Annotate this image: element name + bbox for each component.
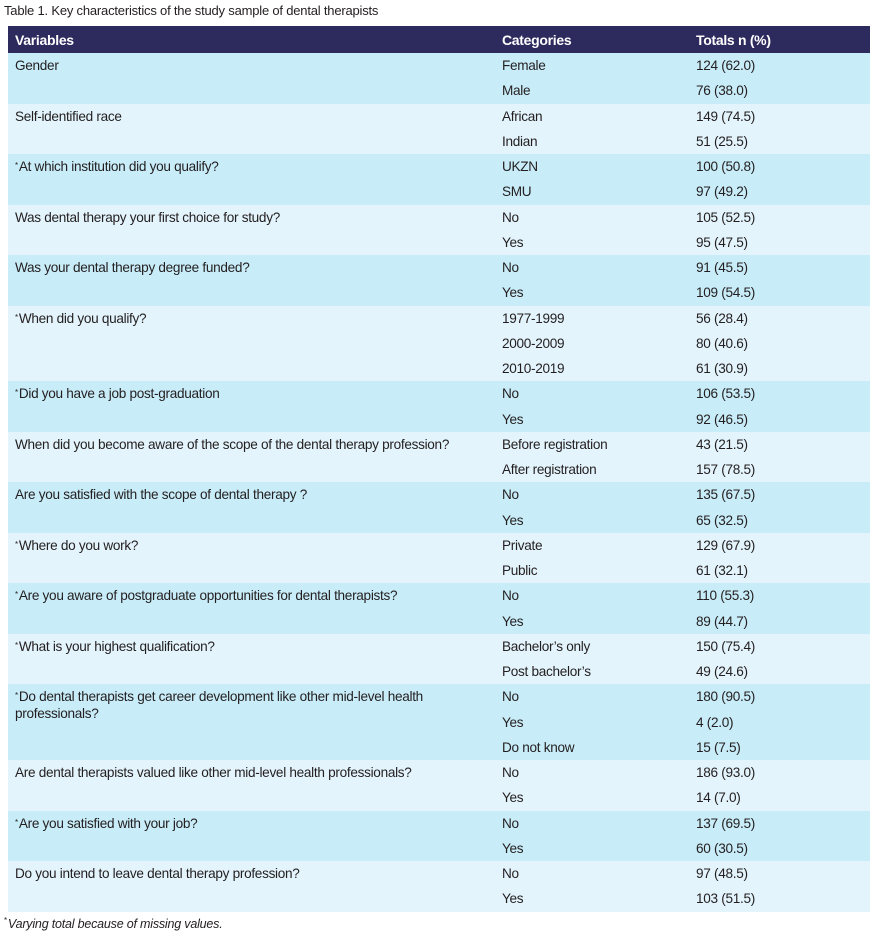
category-cell: African [495,104,689,129]
variable-label: What is your highest qualification? [18,638,215,654]
category-cell: No [495,255,689,280]
total-cell: 110 (55.3) [689,583,870,608]
total-cell: 61 (32.1) [689,558,870,583]
category-cell: Yes [495,609,689,634]
category-cell: Male [495,78,689,103]
variable-label: At which institution did you qualify? [18,159,219,174]
missing-values-star: * [15,817,18,827]
variable-label: Where do you work? [18,537,139,553]
variable-label: Are you satisfied with your job? [18,815,198,831]
table-caption: Table 1. Key characteristics of the study sample of dental therapists [4,3,379,18]
category-cell: Indian [495,129,689,154]
table-row [8,861,870,886]
table-row [8,53,870,78]
category-cell: 1977-1999 [495,306,689,331]
variable-label: Are you satisfied with the scope of dental therapy ? [15,487,307,503]
category-cell: No [495,583,689,608]
table-row [8,104,870,129]
total-cell: 65 (32.5) [689,508,870,533]
table-row [8,255,870,280]
total-cell: 180 (90.5) [689,684,870,709]
category-cell: Do not know [495,735,689,760]
header-categories: Categories [495,26,689,53]
missing-values-star: * [15,691,18,701]
total-cell: 186 (93.0) [689,760,870,785]
category-cell: Private [495,533,689,558]
total-cell: 103 (51.5) [689,886,870,911]
missing-values-star: * [15,312,18,322]
category-cell: No [495,811,689,836]
table-row [8,482,870,507]
variable-label: Do dental therapists get career development like other mid-level health professionals? [15,689,423,722]
table-row [8,533,870,558]
variable-label: Was dental therapy your first choice for study? [15,209,280,225]
footnote-text: Varying total because of missing values. [7,917,223,931]
table-row [8,811,870,836]
total-cell: 137 (69.5) [689,811,870,836]
header-totals: Totals n (%) [689,26,870,53]
total-cell: 61 (30.9) [689,356,870,381]
missing-values-star: * [15,161,18,170]
variable-cell [8,482,495,533]
total-cell: 80 (40.6) [689,331,870,356]
variable-cell [8,432,495,483]
variable-label: Do you intend to leave dental therapy profession? [15,866,300,881]
header-variables: Variables [8,26,495,53]
missing-values-star: * [15,640,18,650]
variable-cell [8,533,495,584]
variable-cell [8,583,495,634]
variable-label: Are dental therapists valued like other mid-level health professionals? [15,765,412,780]
total-cell: 157 (78.5) [689,457,870,482]
total-cell: 51 (25.5) [689,129,870,154]
total-cell: 135 (67.5) [689,482,870,507]
total-cell: 76 (38.0) [689,78,870,103]
variable-cell [8,306,495,382]
footnote [4,917,223,931]
table-row [8,634,870,659]
missing-values-star: * [15,388,18,398]
category-cell: No [495,760,689,785]
table-row [8,583,870,608]
table-row [8,381,870,406]
category-cell: Yes [495,785,689,810]
category-cell: Yes [495,886,689,911]
variable-cell [8,634,495,685]
total-cell: 129 (67.9) [689,533,870,558]
variable-cell [8,861,495,912]
total-cell: 60 (30.5) [689,836,870,861]
category-cell: No [495,861,689,886]
category-cell: Yes [495,508,689,533]
total-cell: 100 (50.8) [689,154,870,179]
variable-label: Did you have a job post-graduation [18,386,220,402]
variable-cell [8,104,495,155]
category-cell: No [495,684,689,709]
table-header-row [8,26,870,53]
table-body [8,53,870,912]
category-cell: No [495,381,689,406]
total-cell: 97 (48.5) [689,861,870,886]
table-row [8,684,870,709]
variable-cell [8,53,495,104]
category-cell: No [495,482,689,507]
category-cell: Public [495,558,689,583]
missing-values-star: * [15,590,18,600]
category-cell: Yes [495,280,689,305]
variable-label: When did you become aware of the scope of the dental therapy profession? [15,436,450,452]
table-row [8,306,870,331]
category-cell: Yes [495,710,689,735]
total-cell: 43 (21.5) [689,432,870,457]
total-cell: 109 (54.5) [689,280,870,305]
total-cell: 4 (2.0) [689,710,870,735]
category-cell: 2010-2019 [495,356,689,381]
characteristics-table [8,26,870,912]
total-cell: 106 (53.5) [689,381,870,406]
variable-label: Gender [15,58,59,73]
category-cell: SMU [495,179,689,204]
category-cell: No [495,205,689,230]
variable-label: Was your dental therapy degree funded? [15,260,250,275]
total-cell: 149 (74.5) [689,104,870,129]
variable-cell [8,811,495,862]
variable-cell [8,255,495,306]
variable-cell [8,381,495,432]
variable-label: Are you aware of postgraduate opportunities for dental therapists? [18,588,398,604]
total-cell: 89 (44.7) [689,609,870,634]
category-cell: Bachelor’s only [495,634,689,659]
total-cell: 56 (28.4) [689,306,870,331]
total-cell: 14 (7.0) [689,785,870,810]
total-cell: 92 (46.5) [689,407,870,432]
total-cell: 49 (24.6) [689,659,870,684]
variable-label: When did you qualify? [18,310,147,326]
category-cell: Yes [495,836,689,861]
category-cell: Female [495,53,689,78]
category-cell: Post bachelor’s [495,659,689,684]
category-cell: After registration [495,457,689,482]
total-cell: 15 (7.5) [689,735,870,760]
category-cell: Yes [495,407,689,432]
variable-cell [8,205,495,256]
variable-cell [8,760,495,811]
variable-label: Self-identified race [15,108,122,124]
total-cell: 105 (52.5) [689,205,870,230]
missing-values-star: * [15,539,18,549]
category-cell: Before registration [495,432,689,457]
footnote-star: * [4,916,7,925]
total-cell: 150 (75.4) [689,634,870,659]
table-row [8,432,870,457]
category-cell: 2000-2009 [495,331,689,356]
variable-cell [8,154,495,205]
variable-cell [8,684,495,760]
total-cell: 97 (49.2) [689,179,870,204]
total-cell: 91 (45.5) [689,255,870,280]
total-cell: 95 (47.5) [689,230,870,255]
table-row [8,205,870,230]
category-cell: UKZN [495,154,689,179]
table-row [8,760,870,785]
table-row [8,154,870,179]
category-cell: Yes [495,230,689,255]
total-cell: 124 (62.0) [689,53,870,78]
